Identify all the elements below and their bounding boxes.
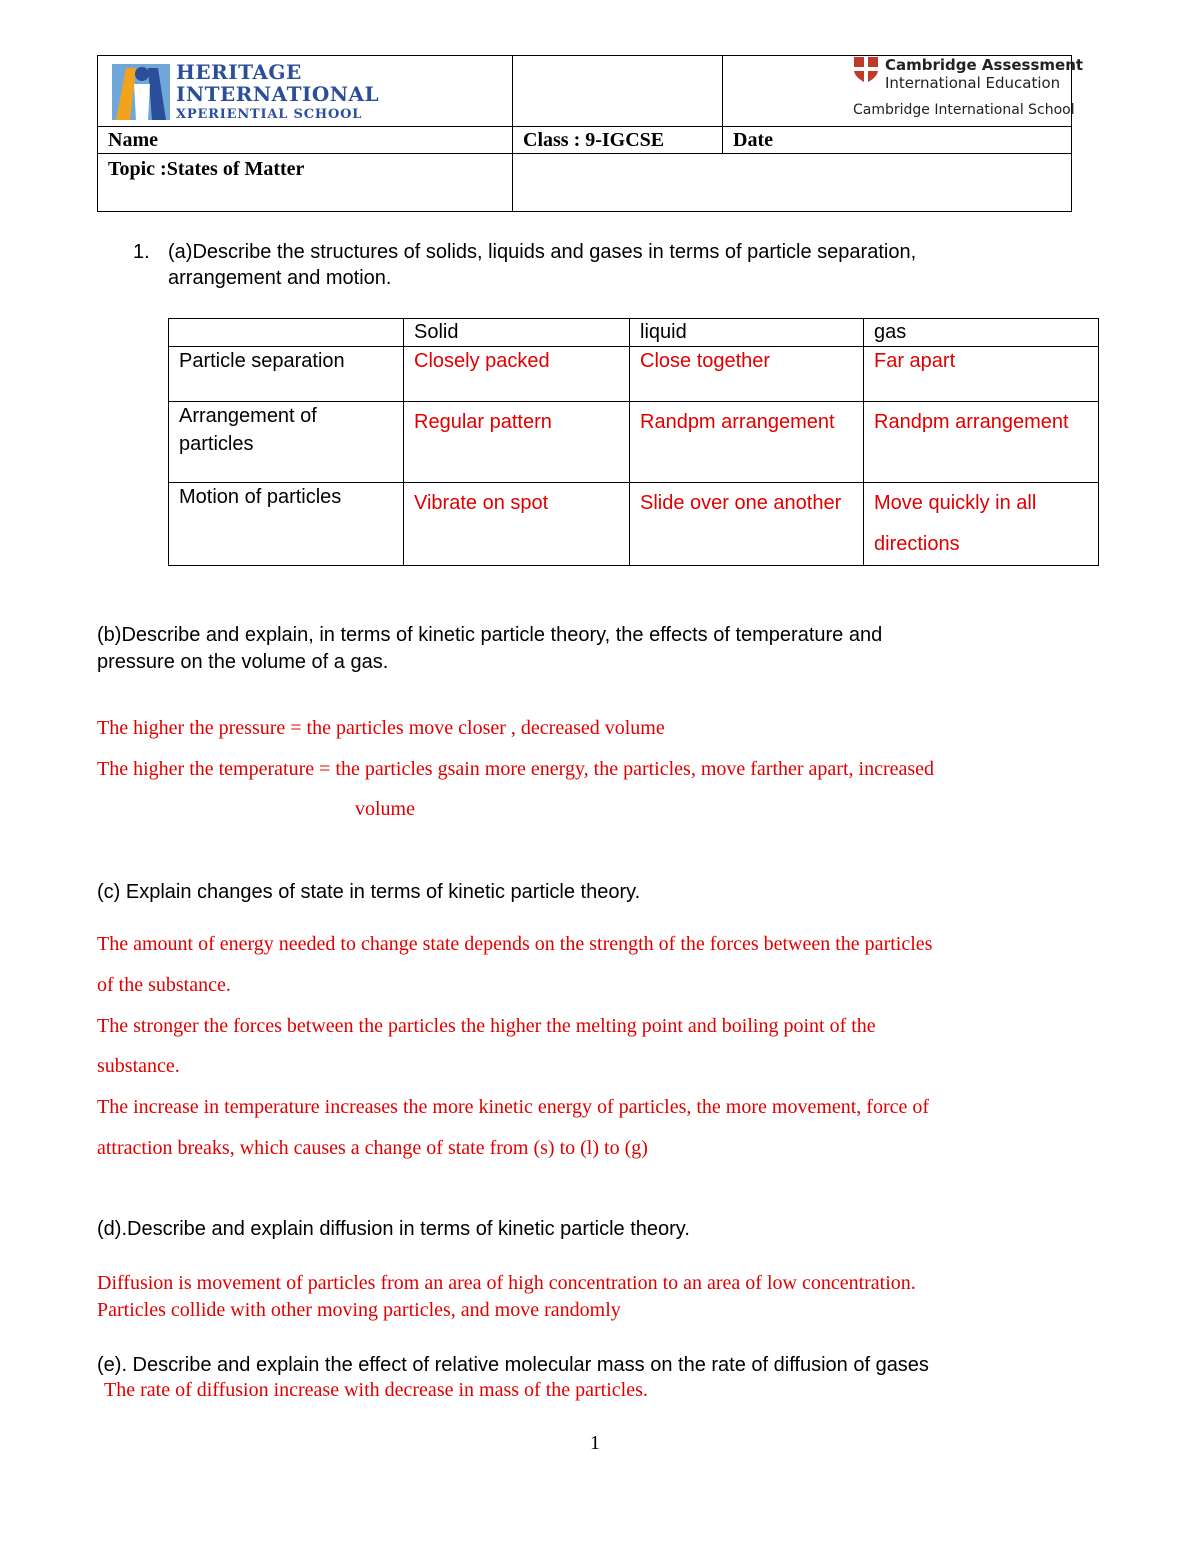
table-header-solid: Solid (404, 319, 630, 347)
question-d: (d).Describe and explain diffusion in terms of kinetic particle theory. (97, 1218, 690, 1240)
cambridge-logo (733, 56, 1084, 126)
school-logo (108, 56, 502, 126)
topic-label: Topic :States of Matter (98, 154, 513, 212)
page-number: 1 (590, 1432, 600, 1454)
answer-d-line1: Diffusion is movement of particles from an area of high concentration to an area of low concentration. (97, 1272, 916, 1294)
blank-header-cell (513, 56, 723, 127)
row-label: Arrangement of particles (169, 402, 404, 483)
answer-d-line2: Particles collide with other moving particles, and move randomly (97, 1299, 621, 1321)
cell-liquid: Slide over one another (630, 483, 864, 566)
class-label: Class : 9-IGCSE (513, 127, 723, 154)
cell-solid: Regular pattern (404, 402, 630, 483)
question-b-line1: (b)Describe and explain, in terms of kinetic particle theory, the effects of temperature and (97, 624, 883, 646)
cambridge-shield-icon (853, 56, 879, 84)
question-b-line2: pressure on the volume of a gas. (97, 651, 389, 673)
table-header-blank (169, 319, 404, 347)
cambridge-line1: Cambridge Assessment (885, 56, 1084, 74)
states-table (168, 318, 1099, 566)
cambridge-line2: International Education (885, 74, 1061, 92)
cambridge-logo-cell (723, 56, 1084, 127)
cell-gas: Randpm arrangement (864, 402, 1099, 483)
topic-blank-cell (513, 154, 1072, 212)
cell-solid: Closely packed (404, 347, 630, 402)
question-c: (c) Explain changes of state in terms of kinetic particle theory. (97, 881, 641, 903)
answer-c-line3: The stronger the forces between the particles the higher the melting point and boiling point of the (97, 1015, 876, 1037)
header-table (97, 55, 1084, 212)
answer-b-line3: volume (355, 798, 415, 820)
school-name-line1: HERITAGE (176, 59, 302, 84)
name-label: Name (98, 127, 513, 154)
answer-c-line6: attraction breaks, which causes a change of state from (s) to (l) to (g) (97, 1137, 648, 1159)
table-header-gas: gas (864, 319, 1099, 347)
cambridge-line3: Cambridge International School (853, 102, 1075, 118)
answer-e: The rate of diffusion increase with decrease in mass of the particles. (104, 1379, 648, 1401)
school-name-line2: INTERNATIONAL (176, 81, 380, 106)
date-label: Date (723, 127, 1072, 154)
table-row (169, 402, 1099, 483)
answer-c-line4: substance. (97, 1055, 180, 1077)
cell-liquid: Randpm arrangement (630, 402, 864, 483)
answer-b-line1: The higher the pressure = the particles move closer , decreased volume (97, 717, 665, 739)
cell-gas: Far apart (864, 347, 1099, 402)
question-a-line1: (a)Describe the structures of solids, liquids and gases in terms of particle separation, (168, 241, 917, 263)
school-logo-cell (98, 56, 513, 127)
answer-c-line5: The increase in temperature increases the more kinetic energy of particles, the more movement, force of (97, 1096, 930, 1118)
answer-c-line1: The amount of energy needed to change state depends on the strength of the forces between the particles (97, 933, 933, 955)
school-name-line3: XPERIENTIAL SCHOOL (176, 106, 363, 122)
cell-solid: Vibrate on spot (404, 483, 630, 566)
cell-gas: Move quickly in all directions (864, 483, 1099, 566)
table-row (169, 347, 1099, 402)
cell-liquid: Close together (630, 347, 864, 402)
table-header-liquid: liquid (630, 319, 864, 347)
question-number: 1. (133, 241, 150, 263)
answer-c-line2: of the substance. (97, 974, 231, 996)
question-e: (e). Describe and explain the effect of relative molecular mass on the rate of diffusion of gases (97, 1354, 929, 1376)
table-row (169, 483, 1099, 566)
row-label: Motion of particles (169, 483, 404, 566)
row-label: Particle separation (169, 347, 404, 402)
answer-b-line2: The higher the temperature = the particles gsain more energy, the particles, move farther apart, increased (97, 758, 935, 780)
question-a-line2: arrangement and motion. (168, 267, 392, 289)
school-logo-icon (112, 60, 170, 122)
